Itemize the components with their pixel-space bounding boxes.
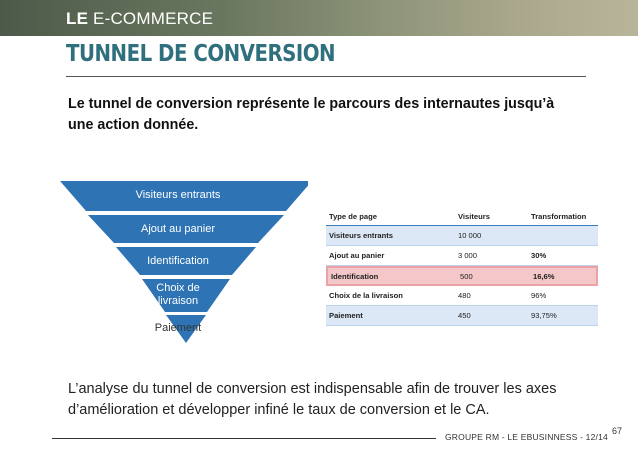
funnel-label-1: Visiteurs entrants (135, 189, 221, 201)
outro-text: L’analyse du tunnel de conversion est indispensable afin de trouver les axes d’amélioration et développer infiné le taux de conversion et le CA. (68, 381, 557, 418)
table-header (326, 208, 598, 226)
table-row: Choix de la livraison 480 96% (326, 286, 598, 306)
conversion-table (326, 208, 598, 326)
page-number: 67 (612, 426, 623, 436)
section-label: LE E-COMMERCE (66, 9, 214, 28)
funnel-label-4a: Choix de (156, 282, 200, 294)
funnel-label-4b: livraison (157, 295, 199, 307)
slide-title: TUNNEL DE CONVERSION (66, 41, 336, 67)
table-row: Ajout au panier 3 000 30% (326, 246, 598, 266)
table-row-highlighted: Identification 500 16,6% (326, 266, 598, 286)
funnel-figure (58, 175, 613, 350)
header-transformation: Transformation (531, 212, 587, 221)
funnel-label-3: Identification (147, 255, 209, 267)
intro-text: Le tunnel de conversion représente le parcours des internautes jusqu’à une action donnée. (68, 96, 555, 133)
table-row: Visiteurs entrants 10 000 (326, 226, 598, 246)
section-banner (0, 0, 638, 36)
footer-text: GROUPE RM - LE EBUSINNESS - 12/14 (445, 432, 608, 442)
header-visitors: Visiteurs (458, 212, 490, 221)
table-row: Paiement 450 93,75% (326, 306, 598, 326)
title-divider (66, 76, 586, 77)
funnel-label-2: Ajout au panier (141, 223, 215, 235)
footer-divider (52, 438, 436, 439)
header-page-type: Type de page (329, 212, 377, 221)
funnel-label-5: Paiement (154, 322, 202, 334)
